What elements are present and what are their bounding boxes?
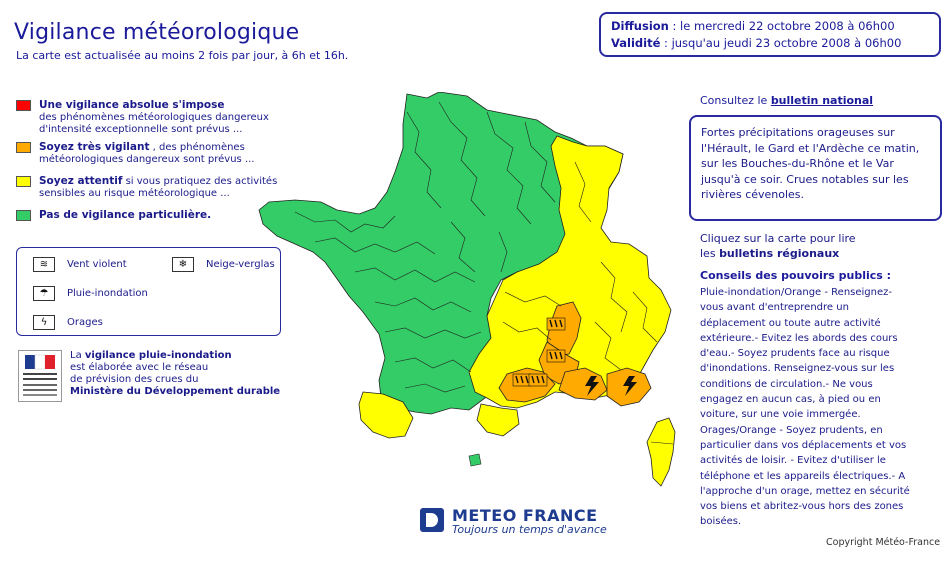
snow-icon: ❄ [172, 257, 194, 272]
legend-title-green: Pas de vigilance particulière. [39, 209, 212, 221]
validite-label: Validité [611, 36, 661, 50]
page-subtitle: La carte est actualisée au moins 2 fois par jour, à 6h et 16h. [16, 49, 349, 62]
ministry-line3: de prévision des crues du [70, 374, 199, 385]
symbol-vent-label: Vent violent [67, 259, 127, 270]
advice-text: Pluie-inondation/Orange - Renseignez-vous avant d'entreprendre un déplacement ou toute autre activité extérieure.- Evitez les abords des cours d'eau.- Soyez prudents face au risque d'inondations. Renseignez-vous sur les conditions de circulation.- Ne vous engagez en aucun cas, à pied ou en voiture, sur une voie immergée. Orages/Orange - Soyez prudents, en particulier dans vos déplacements et vos activités de loisir. - Evitez d'utiliser le téléphone et les appareils électriques.- A l'approche d'un orage, mettez en sécurité vos biens et abritez-vous hors des zones boisées. [700, 287, 910, 528]
legend-title-red: Une vigilance absolue s'impose [39, 99, 225, 111]
ministry-line1-b: vigilance pluie-inondation [84, 350, 232, 361]
meteo-france-mark-icon [420, 508, 444, 532]
meteo-france-name: METEO FRANCE [452, 506, 598, 525]
regional-line1: Cliquez sur la carte pour lire [700, 232, 856, 245]
meteo-france-tagline: Toujours un temps d'avance [452, 523, 607, 536]
legend-desc-yellow: si vous pratiquez des activités sensibles au risque météorologique ... [39, 176, 278, 199]
ministry-line2: est élaborée avec le réseau [70, 362, 209, 373]
symbol-orages [33, 315, 103, 330]
rain-flood-icon: ☂ [33, 286, 55, 301]
legend-swatch-yellow [16, 176, 31, 187]
rain-flood-icon [529, 374, 547, 386]
regional-bulletin-text [700, 231, 856, 261]
regional-line2 [700, 246, 856, 261]
vigilance-map[interactable] [255, 92, 685, 492]
diffusion-line [611, 18, 929, 35]
diffusion-value: : le mercredi 22 octobre 2008 à 06h00 [668, 19, 895, 33]
ministry-line1-a: La [70, 350, 85, 361]
ministry-block [18, 350, 288, 405]
page-title: Vigilance météorologique [14, 20, 300, 45]
national-bulletin-line [700, 94, 873, 107]
legend-title-yellow: Soyez attentif [39, 175, 123, 187]
diffusion-box [599, 12, 941, 57]
rain-flood-icon [547, 350, 565, 362]
map-island[interactable] [469, 454, 481, 466]
regional-line2-a: les [700, 247, 720, 260]
advice-title: Conseils des pouvoirs publics : [700, 269, 892, 282]
regional-bulletins-link[interactable]: bulletins régionaux [719, 247, 840, 260]
symbol-neige-label: Neige-verglas [206, 259, 275, 270]
wind-icon: ≋ [33, 257, 55, 272]
lightning-icon: ϟ [33, 315, 55, 330]
diffusion-label: Diffusion [611, 19, 669, 33]
symbol-orages-label: Orages [67, 317, 103, 328]
ministry-line4-b: Ministère du Développement durable [70, 386, 281, 397]
summary-box: Fortes précipitations orageuses sur l'Hérault, le Gard et l'Ardèche ce matin, sur les Bouches-du-Rhône et le Var jusqu'à ce soir. Crues notables sur les rivières cévenoles. [689, 115, 942, 221]
copyright: Copyright Météo-France [826, 537, 941, 548]
meteo-france-logo[interactable] [420, 506, 620, 540]
rain-flood-icon [513, 374, 531, 386]
legend-swatch-orange [16, 142, 31, 153]
map-corsica-yellow[interactable] [647, 418, 675, 486]
national-bulletin-link[interactable]: bulletin national [770, 94, 874, 107]
symbol-pluie-label: Pluie-inondation [67, 288, 148, 299]
legend-title-orange: Soyez très vigilant [39, 141, 150, 153]
rain-flood-icon [547, 318, 565, 330]
symbol-vent [33, 257, 127, 272]
map-yellow-pyrenees[interactable] [477, 404, 519, 436]
validite-line [611, 35, 929, 52]
symbol-pluie [33, 286, 148, 301]
legend-swatch-green [16, 210, 31, 221]
national-bulletin-prefix: Consultez le [700, 94, 771, 107]
ministry-logo [18, 350, 62, 402]
legend-swatch-red [16, 100, 31, 111]
validite-value: : jusqu'au jeudi 23 octobre 2008 à 06h00 [660, 36, 902, 50]
legend-desc-red: des phénomènes météorologiques dangereux d'intensité exceptionnelle sont prévus ... [39, 112, 269, 135]
symbol-legend [16, 247, 281, 336]
legend-desc-orange: , des phénomènes météorologiques dangereux sont prévus ... [39, 142, 255, 165]
